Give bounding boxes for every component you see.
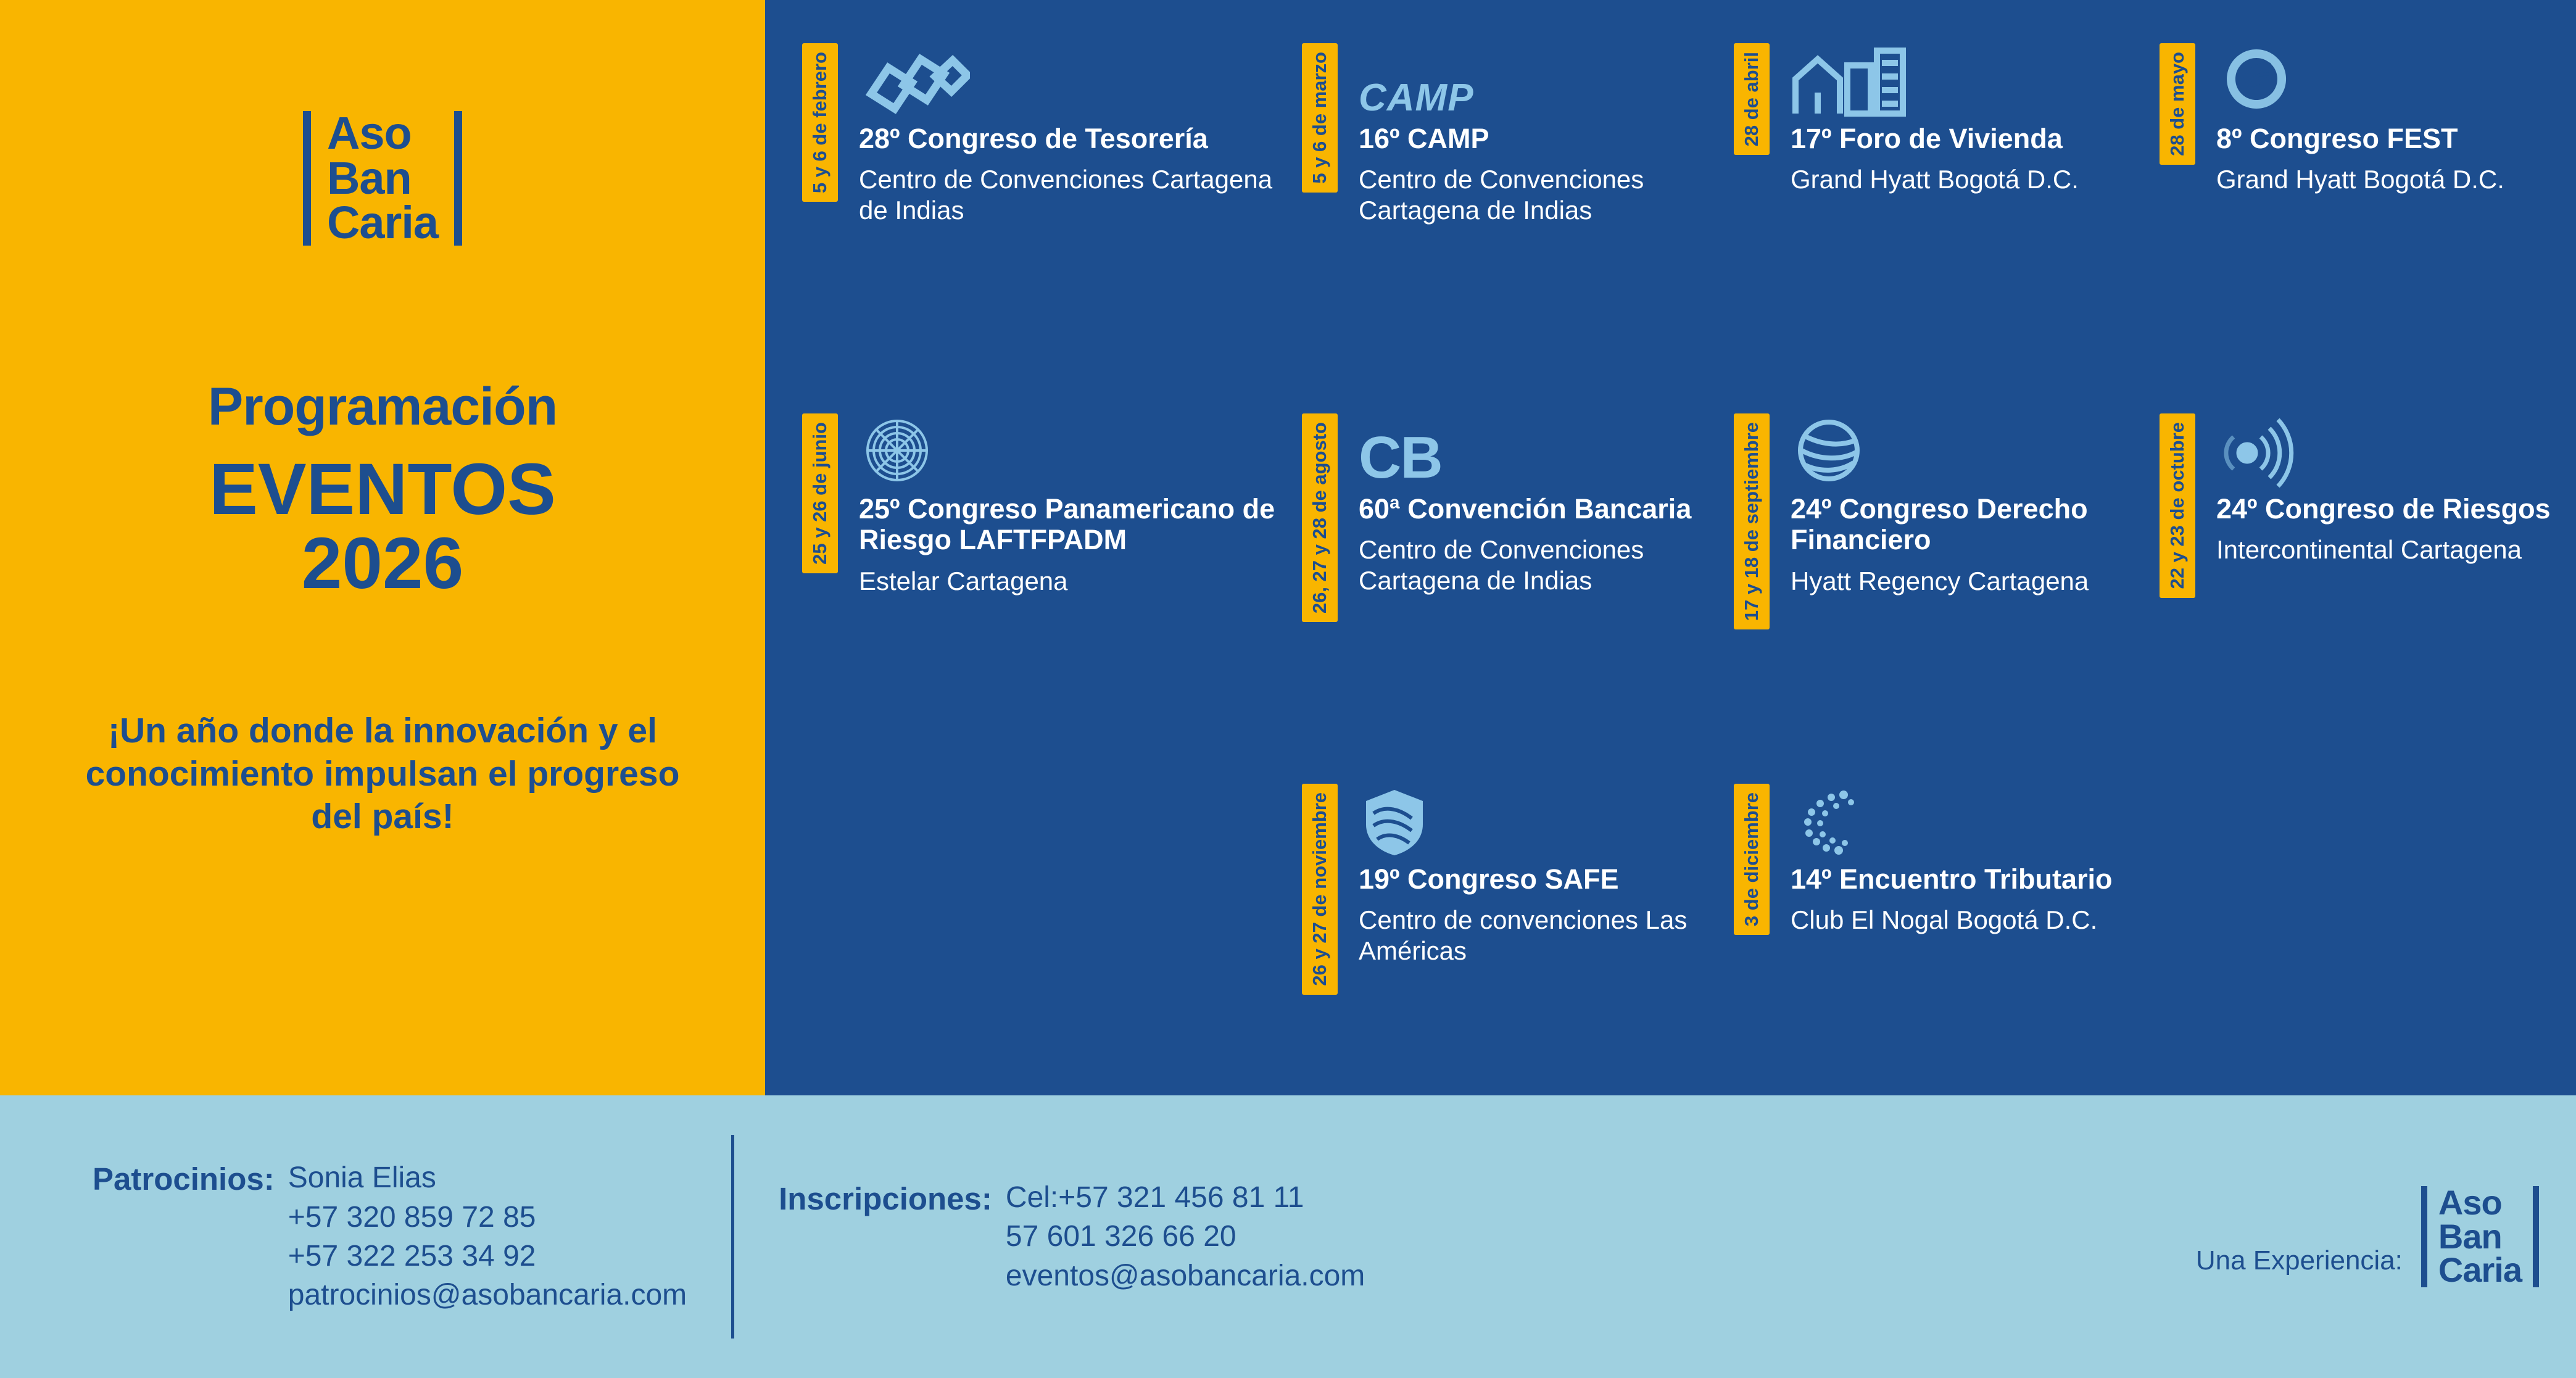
sponsors-contact-name: Sonia Elias: [288, 1161, 436, 1195]
sponsors-phone-2: +57 322 253 34 92: [288, 1240, 536, 1272]
footer-divider: [731, 1135, 734, 1339]
event-date-badge: 5 y 6 de febrero: [802, 43, 838, 202]
camp-wordmark-text: CAMP: [1359, 77, 1474, 119]
event-venue: Centro de convenciones Las Américas: [1359, 905, 1688, 965]
event-title: 24º Congreso Derecho Financiero: [1791, 493, 2088, 556]
cb-wordmark-icon: [1359, 413, 1734, 491]
event-date-badge: 22 y 23 de octubre: [2160, 413, 2195, 598]
registration-contact: [1006, 1178, 1365, 1295]
cb-wordmark-text: CB: [1359, 425, 1442, 491]
experience-label: Una Experiencia:: [2195, 1245, 2403, 1276]
event-title: 28º Congreso de Tesorería: [859, 123, 1208, 154]
asobancaria-logo-footer: [2421, 1182, 2539, 1290]
buildings-icon: [1791, 43, 2079, 117]
logo-bar-left: [2421, 1186, 2427, 1288]
event-card-foro-vivienda[interactable]: [1734, 43, 2160, 413]
poster-footer: [0, 1095, 2576, 1378]
asobancaria-logo: [0, 107, 765, 249]
striped-globe-icon: [1791, 413, 2160, 488]
headline-year: 2026: [301, 523, 464, 605]
grid-spacer: [2160, 784, 2576, 1105]
event-title: 14º Encuentro Tributario: [1791, 863, 2113, 895]
event-date-badge: 28 de mayo: [2160, 43, 2195, 165]
event-venue: Grand Hyatt Bogotá D.C.: [2216, 165, 2504, 194]
headline-programacion: Programación: [207, 377, 558, 436]
leaf-circle-icon: [2216, 43, 2504, 117]
logo-bar-right: [2533, 1186, 2539, 1288]
headline-eventos: EVENTOS: [209, 449, 556, 530]
event-venue: Intercontinental Cartagena: [2216, 535, 2522, 565]
event-venue: Grand Hyatt Bogotá D.C.: [1791, 165, 2079, 194]
dotted-arc-icon: [1791, 784, 2113, 858]
logo-bar-right: [454, 111, 462, 246]
logo-line-3: Caria: [326, 197, 439, 249]
event-venue: Centro de Convenciones Cartagena de Indias: [1359, 165, 1644, 225]
camp-wordmark-icon: [1359, 43, 1734, 117]
events-row-3: [802, 784, 2576, 1105]
logo-bar-left: [303, 111, 311, 246]
event-date-badge: 25 y 26 de junio: [802, 413, 838, 573]
event-card-safe[interactable]: [1302, 784, 1734, 1105]
event-title: 17º Foro de Vivienda: [1791, 123, 2063, 154]
event-date-badge: 28 de abril: [1734, 43, 1770, 155]
poster-tagline: ¡Un año donde la innovación y el conocimiento impulsan el progreso del país!: [85, 711, 680, 837]
logo-line-1: Aso: [2438, 1182, 2502, 1222]
footer-brand: [2195, 1182, 2539, 1290]
events-row-2: [802, 413, 2576, 784]
event-card-congreso-riesgos[interactable]: [2160, 413, 2576, 784]
event-card-fest[interactable]: [2160, 43, 2576, 413]
event-card-derecho-financiero[interactable]: [1734, 413, 2160, 784]
radar-waves-icon: [2216, 413, 2551, 488]
event-title: 16º CAMP: [1359, 123, 1489, 154]
sponsors-label: Patrocinios:: [93, 1161, 275, 1197]
logo-line-3: Caria: [2438, 1250, 2522, 1290]
event-title: 24º Congreso de Riesgos: [2216, 493, 2551, 525]
grid-spacer: [802, 784, 1302, 1105]
event-card-convencion-bancaria[interactable]: [1302, 413, 1734, 784]
logo-line-2: Ban: [326, 152, 412, 204]
event-card-tesoreria[interactable]: [802, 43, 1302, 413]
event-venue: Centro de Convenciones Cartagena de Indias: [859, 165, 1273, 225]
event-title: 25º Congreso Panamericano de Riesgo LAFTFPADM: [859, 493, 1275, 556]
sponsors-email[interactable]: patrocinios@asobancaria.com: [288, 1279, 687, 1312]
event-venue: Estelar Cartagena: [859, 566, 1068, 596]
sponsors-block: [93, 1158, 687, 1314]
event-date-badge: 26, 27 y 28 de agosto: [1302, 413, 1338, 622]
event-card-panamericano-riesgo[interactable]: [802, 413, 1302, 784]
left-brand-panel: [0, 0, 765, 1095]
event-title: 19º Congreso SAFE: [1359, 863, 1619, 895]
spiral-sphere-icon: [859, 413, 1302, 488]
event-venue: Centro de Convenciones Cartagena de Indias: [1359, 535, 1644, 595]
events-row-1: [802, 43, 2576, 413]
registration-block: [779, 1178, 1365, 1295]
registration-email[interactable]: eventos@asobancaria.com: [1005, 1259, 1365, 1292]
event-title: 8º Congreso FEST: [2216, 123, 2458, 154]
event-date-badge: 5 y 6 de marzo: [1302, 43, 1338, 193]
registration-phone-1: Cel:+57 321 456 81 11: [1005, 1181, 1304, 1214]
event-date-badge: 26 y 27 de noviembre: [1302, 784, 1338, 995]
registration-label: Inscripciones:: [779, 1181, 992, 1216]
events-grid: [765, 0, 2576, 1095]
sponsors-contact: [288, 1158, 687, 1314]
event-date-badge: 17 y 18 de septiembre: [1734, 413, 1770, 629]
shield-icon: [1359, 784, 1734, 858]
event-venue: Club El Nogal Bogotá D.C.: [1791, 905, 2098, 935]
logo-line-1: Aso: [326, 107, 412, 159]
poster-headline: [0, 376, 765, 605]
event-date-badge: 3 de diciembre: [1734, 784, 1770, 935]
chain-links-icon: [859, 43, 1302, 117]
registration-phone-2: 57 601 326 66 20: [1005, 1220, 1236, 1253]
logo-line-2: Ban: [2438, 1216, 2502, 1256]
event-venue: Hyatt Regency Cartagena: [1791, 566, 2089, 596]
event-card-encuentro-tributario[interactable]: [1734, 784, 2160, 1105]
event-card-camp[interactable]: [1302, 43, 1734, 413]
event-title: 60ª Convención Bancaria: [1359, 493, 1692, 525]
sponsors-phone-1: +57 320 859 72 85: [288, 1200, 536, 1234]
